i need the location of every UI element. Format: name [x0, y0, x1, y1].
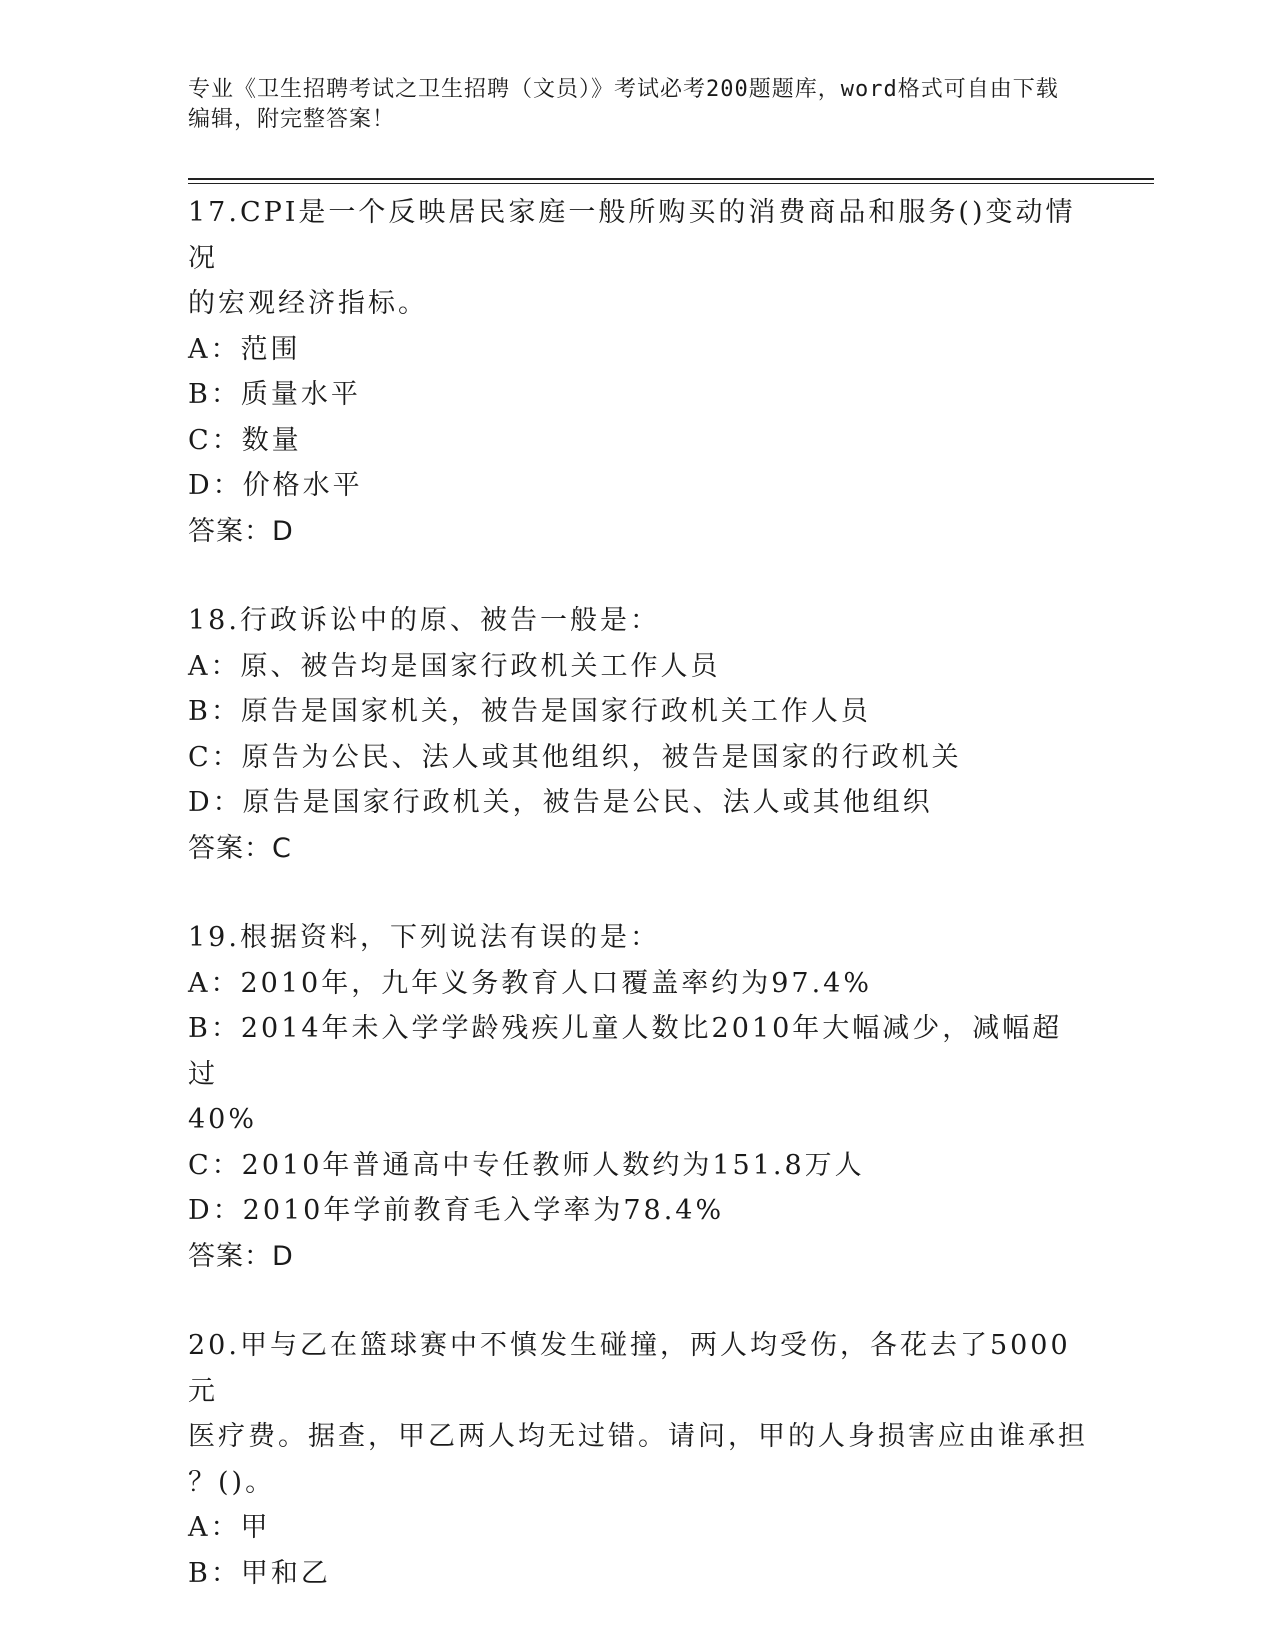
question-text-line: ？()。: [188, 1466, 276, 1498]
document-header: 专业《卫生招聘考试之卫生招聘（文员）》考试必考200题题库，word格式可自由下载编辑，附完整答案！: [188, 77, 1059, 132]
option-a: A：范围: [188, 333, 301, 365]
question-text-line: 19.根据资料，下列说法有误的是：: [188, 922, 660, 953]
option-b: B：甲和乙: [188, 1557, 331, 1589]
header-rule-thick: [188, 178, 1154, 180]
answer-line: 答案：C: [188, 832, 292, 864]
question-20: [188, 1323, 1088, 1596]
option-b-continued: 40%: [188, 1104, 258, 1135]
question-text-line: 20.甲与乙在篮球赛中不慎发生碰撞，两人均受伤，各花去了5000元: [188, 1330, 1071, 1407]
answer-line: 答案：D: [188, 515, 294, 547]
option-c: C：2010年普通高中专任教师人数约为151.8万人: [188, 1149, 865, 1181]
header-rule-thin: [188, 183, 1154, 184]
question-list: [188, 190, 1088, 1640]
option-a: A：原、被告均是国家行政机关工作人员: [188, 650, 721, 682]
question-text-line: 17.CPI是一个反映居民家庭一般所购买的消费商品和服务()变动情况: [188, 197, 1076, 274]
option-c: C：数量: [188, 424, 302, 456]
option-d: D：价格水平: [188, 470, 363, 501]
question-19: [188, 915, 1088, 1279]
question-text-line: 18.行政诉讼中的原、被告一般是：: [188, 605, 660, 636]
option-d: D：2010年学前教育毛入学率为78.4%: [188, 1195, 725, 1226]
option-c: C：原告为公民、法人或其他组织，被告是国家的行政机关: [188, 741, 962, 773]
option-b: B：质量水平: [188, 379, 361, 410]
option-b: B：2014年未入学学龄残疾儿童人数比2010年大幅减少，减幅超过: [188, 1013, 1063, 1090]
option-b: B：原告是国家机关，被告是国家行政机关工作人员: [188, 696, 871, 727]
question-text-line: 医疗费。据查，甲乙两人均无过错。请问，甲的人身损害应由谁承担: [188, 1421, 1088, 1452]
question-text-line: 的宏观经济指标。: [188, 288, 428, 319]
option-a: A：甲: [188, 1512, 271, 1543]
option-a: A：2010年，九年义务教育人口覆盖率约为97.4%: [188, 967, 872, 999]
option-d: D：原告是国家行政机关，被告是公民、法人或其他组织: [188, 787, 933, 818]
answer-line: 答案：D: [188, 1240, 294, 1272]
question-18: [188, 598, 1088, 871]
question-17: [188, 190, 1088, 554]
